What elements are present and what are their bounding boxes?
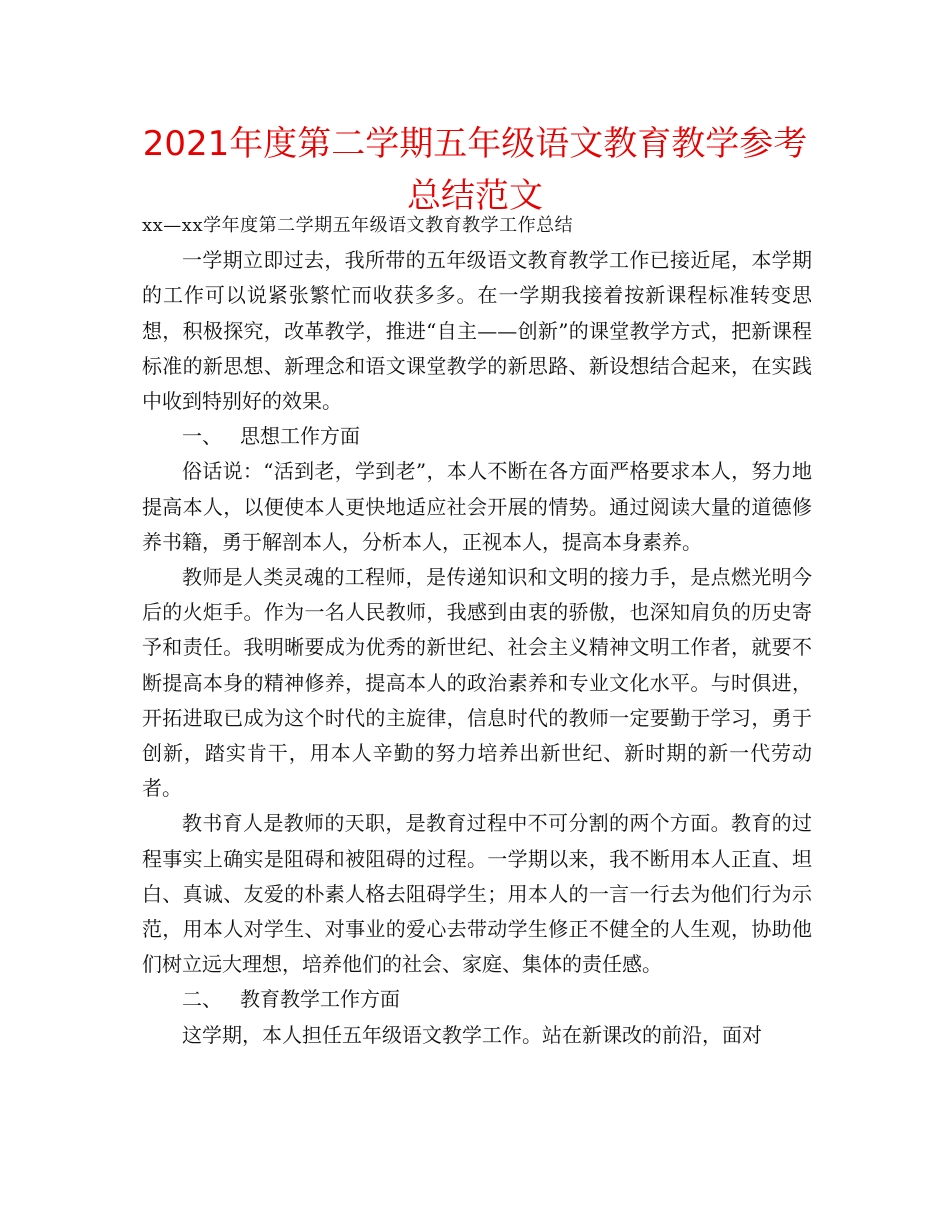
document-title: 2021年度第二学期五年级语文教育教学参考总结范文: [142, 124, 808, 216]
section-number: 二、: [182, 987, 222, 1012]
section-heading-text: 思想工作方面: [240, 424, 360, 449]
intro-paragraph: 一学期立即过去，我所带的五年级语文教育教学工作已接近尾，本学期的工作可以说紧张繁忙而收获多多。在一学期我接着按新课程标准转变思想，积极探究，改革教学，推进“自主——创新”的课堂教学方式，把新课程标准的新思想、新理念和语文课堂教学的新思路、新设想结合起来，在实践中收到特别好的效果。: [142, 248, 812, 414]
body-paragraph: 这学期，本人担任五年级语文教学工作。站在新课改的前沿，面对: [182, 1022, 762, 1047]
document-subtitle: xx—xx学年度第二学期五年级语文教育教学工作总结: [142, 215, 574, 236]
document-body: [142, 208, 812, 1053]
body-paragraph: 教师是人类灵魂的工程师，是传递知识和文明的接力手，是点燃光明今后的火炬手。作为一名人民教师，我感到由衷的骄傲，也深知肩负的历史寄予和责任。我明晰要成为优秀的新世纪、社会主义精神文明工作者，就要不断提高本身的精神修养，提高本人的政治素养和专业文化水平。与时俱进，开拓进取已成为这个时代的主旋律，信息时代的教师一定要勤于学习，勇于创新，踏实肯干，用本人辛勤的努力培养出新世纪、新时期的新一代劳动者。: [142, 565, 812, 801]
section-heading: [142, 982, 812, 1017]
section-heading-text: 教育教学工作方面: [240, 987, 400, 1012]
body-paragraph: 教书育人是教师的天职，是教育过程中不可分割的两个方面。教育的过程事实上确实是阻碍和被阻碍的过程。一学期以来，我不断用本人正直、坦白、真诚、友爱的朴素人格去阻碍学生；用本人的一言一行去为他们行为示范，用本人对学生、对事业的爱心去带动学生修正不健全的人生观，协助他们树立远大理想，培养他们的社会、家庭、集体的责任感。: [142, 811, 812, 977]
body-paragraph: 俗话说：“活到老，学到老”，本人不断在各方面严格要求本人，努力地提高本人，以便使本人更快地适应社会开展的情势。通过阅读大量的道德修养书籍，勇于解剖本人，分析本人，正视本人，提高本身素养。: [142, 459, 812, 554]
section-number: 一、: [182, 424, 222, 449]
section-heading: [142, 419, 812, 454]
